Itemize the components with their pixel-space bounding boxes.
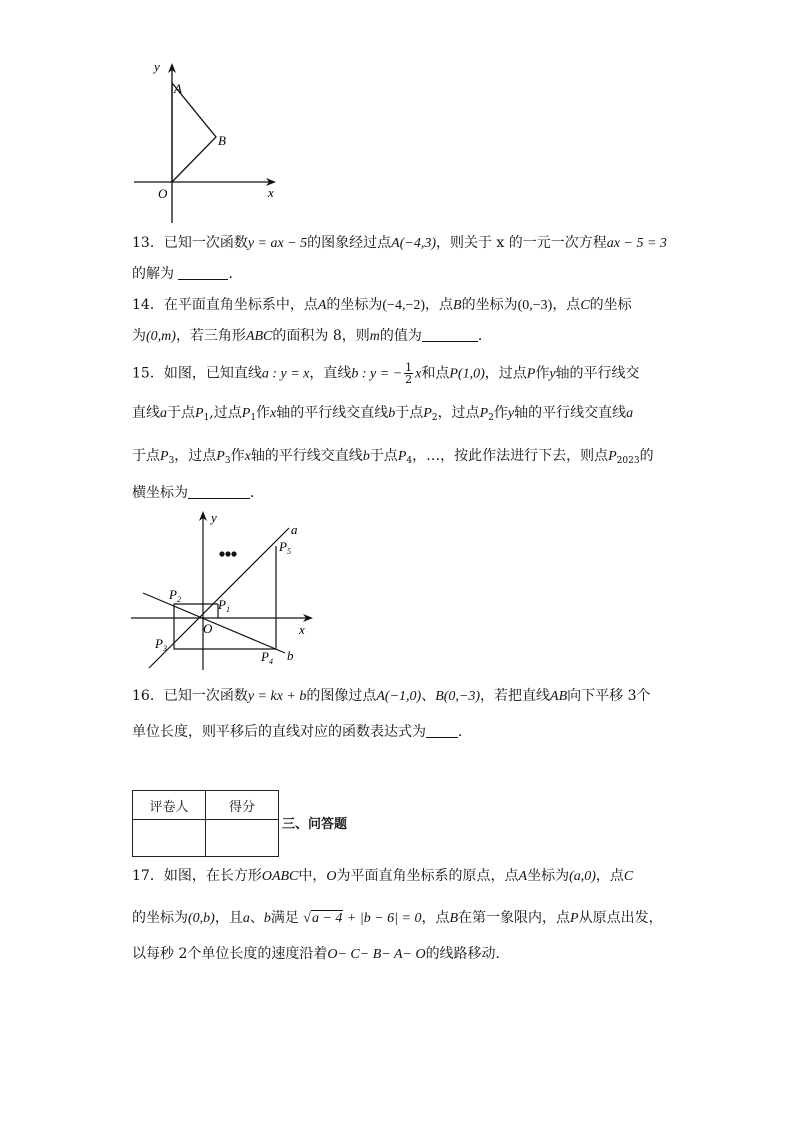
label-b: b	[287, 648, 294, 663]
ellipsis-dot	[231, 551, 236, 556]
figure-oab	[120, 55, 290, 230]
score-table	[132, 790, 279, 857]
fraction-half: $\frac{1}{2}$	[405, 361, 413, 386]
question-17: 17．如图，在长方形OABC中，O为平面直角坐标系的原点，点A坐标为(a,0)，点C	[132, 868, 634, 884]
label-x: x	[299, 622, 305, 637]
question-15-line3: 于点$P_3$，过点$P_3$作x轴的平行线交直线b于点$P_4$，…，按此作法进行下去，则点$P_{2023}$的	[132, 448, 654, 466]
answer-blank-14[interactable]	[422, 327, 478, 342]
question-14-line2: 为(0,m)，若三角形ABC的面积为 8，则m的值为 ．	[132, 328, 492, 344]
question-16: 16．已知一次函数y = kx + b的图像过点A(−1,0)、B(0,−3)，若把直线AB向下平移 3个	[132, 688, 651, 704]
score-table-score-header: 得分	[206, 791, 279, 820]
ellipsis-dot	[219, 551, 224, 556]
question-17-line3: 以每秒 2个单位长度的速度沿着O− C− B− A− O的线路移动．	[132, 946, 510, 962]
ellipsis-dot	[225, 551, 230, 556]
sqrt-term: a − 4	[311, 911, 343, 926]
triangle-oab	[172, 83, 216, 182]
question-15: 15．如图，已知直线a : y = x，直线b : y = − $\frac{1}{2}$ x和点P(1,0)，过点P作y轴的平行线交	[132, 361, 640, 386]
score-cell[interactable]	[206, 820, 279, 857]
section-heading: 三、问答题	[282, 817, 348, 832]
grader-cell[interactable]	[133, 820, 206, 857]
question-13-line2: 的解为 ．	[132, 266, 243, 282]
answer-blank-16[interactable]	[426, 723, 458, 738]
label-p2: $P_2$	[169, 587, 181, 604]
label-o: O	[203, 621, 213, 636]
label-a: A	[174, 81, 182, 96]
question-14: 14．在平面直角坐标系中，点A的坐标为(−4,−2)，点B的坐标为(0,−3)，点C的坐标	[132, 297, 632, 313]
label-x: x	[268, 185, 274, 200]
label-y: y	[154, 59, 160, 74]
answer-blank-15[interactable]	[188, 484, 250, 499]
label-p4: $P_4$	[261, 649, 273, 666]
answer-blank-13[interactable]	[178, 265, 228, 280]
figure-lines-ab	[125, 508, 325, 678]
label-b: B	[218, 133, 226, 148]
label-a: a	[291, 522, 298, 537]
label-o: O	[158, 186, 168, 201]
label-p5: $P_5$	[279, 539, 291, 556]
question-15-line2: 直线a于点$P_1$,过点$P_1$作x轴的平行线交直线b于点$P_2$，过点$P_2$作y轴的平行线交直线a	[132, 405, 634, 423]
label-y: y	[211, 510, 217, 525]
score-table-grader-header: 评卷人	[133, 791, 206, 820]
label-p3: $P_3$	[155, 636, 167, 653]
label-p1: $P_1$	[218, 597, 230, 614]
question-16-line2: 单位长度，则平移后的直线对应的函数表达式为 ．	[132, 724, 472, 740]
question-15-line4: 横坐标为 ．	[132, 485, 264, 501]
question-17-line2: 的坐标为(0,b)，且a、b满足 √a − 4 + |b − 6| = 0，点B在第一象限内，点P从原点出发，	[132, 910, 663, 926]
question-13: 13．已知一次函数y = ax − 5的图象经过点A(−4,3)，则关于 x 的一元一次方程ax − 5 = 3	[132, 235, 667, 251]
